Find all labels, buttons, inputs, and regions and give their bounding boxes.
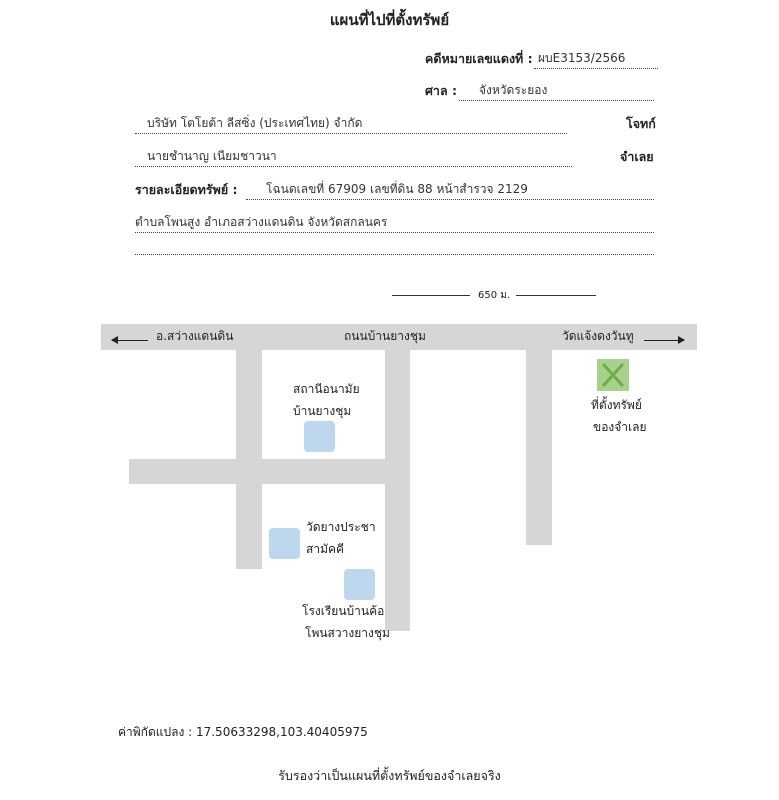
health-station-marker-icon bbox=[304, 421, 335, 452]
property-label-1: ที่ตั้งทรัพย์ bbox=[591, 398, 642, 412]
temple-label-1: วัดยางประชา bbox=[306, 520, 376, 534]
plaintiff-label: โจทก์ bbox=[626, 116, 656, 131]
road-vertical-right bbox=[526, 350, 552, 545]
page-title: แผนที่ไปที่ตั้งทรัพย์ bbox=[329, 11, 450, 29]
temple-label-2: สามัคคี bbox=[306, 542, 345, 556]
property-details-line1: โฉนดเลขที่ 67909 เลขที่ดิน 88 หน้าสำรวจ 2129 bbox=[246, 180, 654, 200]
school-label-2: โพนสวางยางชุม bbox=[305, 626, 390, 640]
property-location-x-icon bbox=[597, 359, 629, 391]
west-arrow-icon bbox=[112, 340, 148, 341]
plaintiff-name: บริษัท โตโยต้า ลีสซิ่ง (ประเทศไทย) จำกัด bbox=[135, 114, 567, 134]
road-vertical-middle bbox=[385, 350, 410, 631]
scale-line-right bbox=[516, 295, 596, 296]
coordinates-text: ค่าพิกัดแปลง : 17.50633298,103.40405975 bbox=[118, 725, 368, 739]
scale-line-left bbox=[392, 295, 470, 296]
temple-marker-icon bbox=[269, 528, 300, 559]
blank-dotted-line bbox=[135, 240, 654, 255]
road-name-label: ถนนบ้านยางชุม bbox=[344, 329, 426, 343]
property-details-line2: ตำบลโพนสูง อำเภอสว่างแดนดิน จังหวัดสกลนคร bbox=[135, 213, 654, 233]
case-number-label: คดีหมายเลขแดงที่ : bbox=[425, 51, 533, 66]
certification-text: รับรองว่าเป็นแผนที่ตั้งทรัพย์ของจำเลยจริง bbox=[278, 768, 501, 783]
court-value: จังหวัดระยอง bbox=[459, 81, 654, 101]
case-number-value: ผบE3153/2566 bbox=[534, 49, 658, 69]
health-station-label-2: บ้านยางชุม bbox=[293, 404, 352, 418]
east-arrow-icon bbox=[644, 340, 684, 341]
property-label-2: ของจำเลย bbox=[593, 420, 647, 434]
distance-label: 650 ม. bbox=[478, 290, 511, 301]
health-station-label-1: สถานีอนามัย bbox=[293, 382, 360, 396]
defendant-label: จำเลย bbox=[620, 149, 654, 164]
school-marker-icon bbox=[344, 569, 375, 600]
road-east-label: วัดแจ้งดงวันทู bbox=[562, 329, 634, 343]
road-west-label: อ.สว่างแดนดิน bbox=[156, 329, 234, 343]
school-label-1: โรงเรียนบ้านค้อ bbox=[302, 604, 385, 618]
court-label: ศาล : bbox=[425, 83, 457, 98]
road-horizontal-cross bbox=[129, 459, 410, 484]
defendant-name: นายชำนาญ เนียมชาวนา bbox=[135, 147, 572, 167]
property-details-label: รายละเอียดทรัพย์ : bbox=[135, 182, 238, 197]
